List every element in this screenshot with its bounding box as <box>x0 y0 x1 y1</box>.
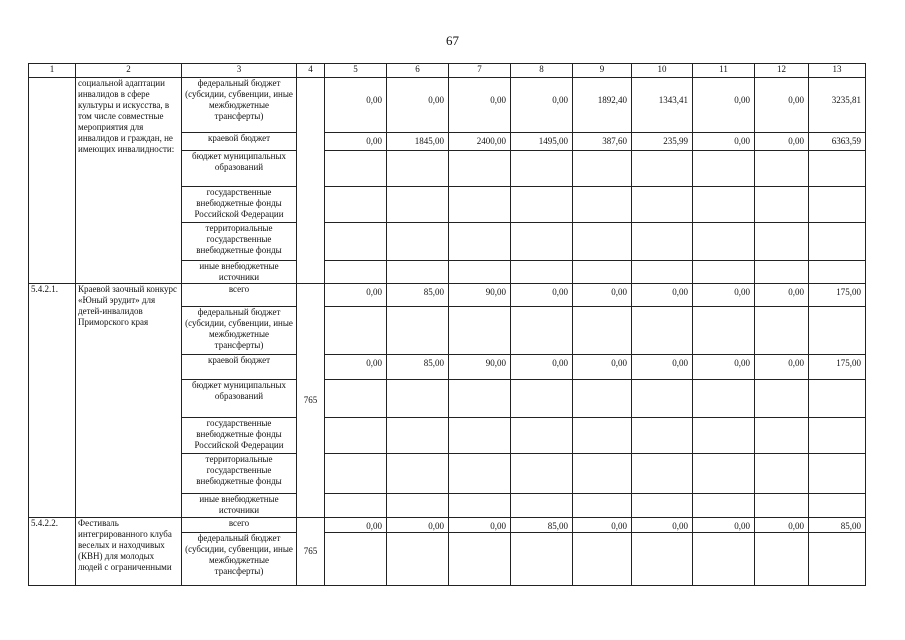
value-cell <box>511 307 573 355</box>
value-cell: 0,00 <box>755 518 809 533</box>
value-cell <box>573 307 632 355</box>
value-cell: 6363,59 <box>809 133 866 151</box>
col-header: 6 <box>387 64 449 78</box>
value-cell <box>573 533 632 586</box>
value-cell <box>387 380 449 418</box>
col-header: 4 <box>297 64 325 78</box>
value-cell <box>809 261 866 284</box>
value-cell <box>325 494 387 518</box>
value-cell <box>449 494 511 518</box>
value-cell: 90,00 <box>449 284 511 307</box>
value-cell: 0,00 <box>325 355 387 380</box>
value-cell <box>693 533 755 586</box>
value-cell <box>573 223 632 261</box>
funding-source: бюджет муниципальных образований <box>182 151 297 187</box>
value-cell <box>755 418 809 454</box>
value-cell <box>449 307 511 355</box>
value-cell <box>809 187 866 223</box>
value-cell: 0,00 <box>632 284 693 307</box>
value-cell <box>387 223 449 261</box>
funding-source: всего <box>182 518 297 533</box>
col-header: 8 <box>511 64 573 78</box>
value-cell <box>573 380 632 418</box>
value-cell: 0,00 <box>693 284 755 307</box>
value-cell: 0,00 <box>511 284 573 307</box>
value-cell <box>755 533 809 586</box>
value-cell <box>693 418 755 454</box>
value-cell: 0,00 <box>755 78 809 133</box>
value-cell: 85,00 <box>387 355 449 380</box>
value-cell: 85,00 <box>387 284 449 307</box>
value-cell <box>693 307 755 355</box>
funding-source: всего <box>182 284 297 307</box>
funding-source: бюджет муниципальных образований <box>182 380 297 418</box>
value-cell <box>755 454 809 494</box>
funding-source: федеральный бюджет (субсидии, субвенции, иные межбюджетные трансферты) <box>182 307 297 355</box>
value-cell <box>325 533 387 586</box>
value-cell <box>387 307 449 355</box>
value-cell: 0,00 <box>325 518 387 533</box>
col-header: 10 <box>632 64 693 78</box>
value-cell <box>449 533 511 586</box>
value-cell <box>693 380 755 418</box>
value-cell <box>632 307 693 355</box>
table-row <box>29 78 866 133</box>
funding-source: краевой бюджет <box>182 133 297 151</box>
value-cell <box>325 380 387 418</box>
budget-code <box>297 78 325 284</box>
value-cell <box>449 380 511 418</box>
col-header: 11 <box>693 64 755 78</box>
value-cell <box>693 454 755 494</box>
col-header: 3 <box>182 64 297 78</box>
value-cell <box>511 533 573 586</box>
value-cell <box>449 187 511 223</box>
budget-code: 765 <box>297 518 325 586</box>
value-cell: 0,00 <box>755 284 809 307</box>
value-cell <box>511 223 573 261</box>
item-number: 5.4.2.1. <box>29 284 76 518</box>
value-cell <box>449 223 511 261</box>
funding-source: иные внебюджетные источники <box>182 261 297 284</box>
value-cell: 0,00 <box>632 355 693 380</box>
value-cell: 0,00 <box>693 355 755 380</box>
value-cell: 175,00 <box>809 355 866 380</box>
value-cell <box>387 494 449 518</box>
value-cell <box>632 533 693 586</box>
value-cell <box>755 223 809 261</box>
value-cell <box>809 494 866 518</box>
col-header: 12 <box>755 64 809 78</box>
item-title: Краевой заочный конкурс «Юный эрудит» для детей-инвалидов Приморского края <box>76 284 182 518</box>
value-cell <box>387 533 449 586</box>
value-cell: 0,00 <box>573 284 632 307</box>
funding-source: государственные внебюджетные фонды Российской Федерации <box>182 418 297 454</box>
value-cell: 0,00 <box>387 518 449 533</box>
value-cell: 0,00 <box>693 78 755 133</box>
value-cell <box>632 494 693 518</box>
col-header: 2 <box>76 64 182 78</box>
value-cell: 90,00 <box>449 355 511 380</box>
value-cell <box>387 151 449 187</box>
value-cell <box>632 151 693 187</box>
value-cell <box>449 261 511 284</box>
value-cell <box>387 261 449 284</box>
value-cell <box>755 261 809 284</box>
value-cell <box>573 151 632 187</box>
value-cell <box>632 223 693 261</box>
header-row <box>29 64 866 78</box>
value-cell <box>511 151 573 187</box>
budget-code: 765 <box>297 284 325 518</box>
value-cell <box>755 380 809 418</box>
value-cell <box>755 494 809 518</box>
value-cell <box>755 187 809 223</box>
value-cell: 2400,00 <box>449 133 511 151</box>
value-cell <box>511 494 573 518</box>
item-title: Фестиваль интегрированного клуба веселых и находчивых (КВН) для молодых людей с ограниченными <box>76 518 182 586</box>
value-cell: 0,00 <box>325 284 387 307</box>
value-cell <box>809 380 866 418</box>
value-cell <box>755 151 809 187</box>
value-cell <box>573 454 632 494</box>
value-cell <box>809 418 866 454</box>
funding-source: федеральный бюджет (субсидии, субвенции, иные межбюджетные трансферты) <box>182 78 297 133</box>
value-cell <box>632 380 693 418</box>
value-cell <box>449 454 511 494</box>
col-header: 1 <box>29 64 76 78</box>
value-cell: 0,00 <box>632 518 693 533</box>
col-header: 13 <box>809 64 866 78</box>
value-cell: 0,00 <box>693 133 755 151</box>
value-cell: 0,00 <box>573 518 632 533</box>
value-cell <box>449 418 511 454</box>
value-cell: 0,00 <box>693 518 755 533</box>
value-cell <box>325 261 387 284</box>
value-cell <box>809 223 866 261</box>
value-cell <box>449 151 511 187</box>
col-header: 9 <box>573 64 632 78</box>
value-cell <box>387 454 449 494</box>
value-cell: 0,00 <box>325 133 387 151</box>
value-cell <box>693 494 755 518</box>
value-cell <box>632 418 693 454</box>
value-cell <box>632 261 693 284</box>
budget-table <box>28 63 866 586</box>
value-cell: 0,00 <box>755 355 809 380</box>
item-number: 5.4.2.2. <box>29 518 76 586</box>
funding-source: территориальные государственные внебюджетные фонды <box>182 223 297 261</box>
value-cell: 175,00 <box>809 284 866 307</box>
funding-source: краевой бюджет <box>182 355 297 380</box>
table-row <box>29 284 866 307</box>
value-cell <box>693 151 755 187</box>
value-cell: 3235,81 <box>809 78 866 133</box>
value-cell: 387,60 <box>573 133 632 151</box>
value-cell <box>755 307 809 355</box>
value-cell: 0,00 <box>387 78 449 133</box>
item-title: социальной адаптации инвалидов в сфере культуры и искусства, в том числе совместные мероприятия для инвалидов и граждан, не имеющих инвалидности: <box>76 78 182 284</box>
value-cell: 1892,40 <box>573 78 632 133</box>
value-cell <box>693 261 755 284</box>
value-cell <box>511 418 573 454</box>
col-header: 7 <box>449 64 511 78</box>
table-row <box>29 518 866 533</box>
value-cell <box>573 418 632 454</box>
value-cell <box>632 454 693 494</box>
funding-source: территориальные государственные внебюджетные фонды <box>182 454 297 494</box>
value-cell <box>809 533 866 586</box>
funding-source: государственные внебюджетные фонды Российской Федерации <box>182 187 297 223</box>
value-cell <box>325 151 387 187</box>
value-cell: 0,00 <box>511 78 573 133</box>
value-cell: 1845,00 <box>387 133 449 151</box>
funding-source: иные внебюджетные источники <box>182 494 297 518</box>
value-cell <box>511 187 573 223</box>
value-cell <box>387 418 449 454</box>
value-cell <box>693 223 755 261</box>
value-cell <box>573 494 632 518</box>
value-cell: 0,00 <box>573 355 632 380</box>
value-cell <box>511 261 573 284</box>
value-cell: 0,00 <box>511 355 573 380</box>
value-cell <box>573 187 632 223</box>
page-number: 67 <box>446 33 459 48</box>
value-cell <box>325 307 387 355</box>
value-cell <box>511 454 573 494</box>
value-cell <box>693 187 755 223</box>
value-cell <box>325 418 387 454</box>
value-cell: 1495,00 <box>511 133 573 151</box>
value-cell: 0,00 <box>325 78 387 133</box>
value-cell: 0,00 <box>449 518 511 533</box>
value-cell <box>511 380 573 418</box>
value-cell: 1343,41 <box>632 78 693 133</box>
value-cell <box>809 454 866 494</box>
item-number <box>29 78 76 284</box>
value-cell <box>809 151 866 187</box>
value-cell <box>325 454 387 494</box>
value-cell: 235,99 <box>632 133 693 151</box>
value-cell: 0,00 <box>755 133 809 151</box>
value-cell <box>387 187 449 223</box>
value-cell <box>809 307 866 355</box>
value-cell: 0,00 <box>449 78 511 133</box>
value-cell <box>573 261 632 284</box>
value-cell: 85,00 <box>809 518 866 533</box>
col-header: 5 <box>325 64 387 78</box>
funding-source: федеральный бюджет (субсидии, субвенции, иные межбюджетные трансферты) <box>182 533 297 586</box>
value-cell <box>325 223 387 261</box>
value-cell <box>632 187 693 223</box>
value-cell: 85,00 <box>511 518 573 533</box>
value-cell <box>325 187 387 223</box>
